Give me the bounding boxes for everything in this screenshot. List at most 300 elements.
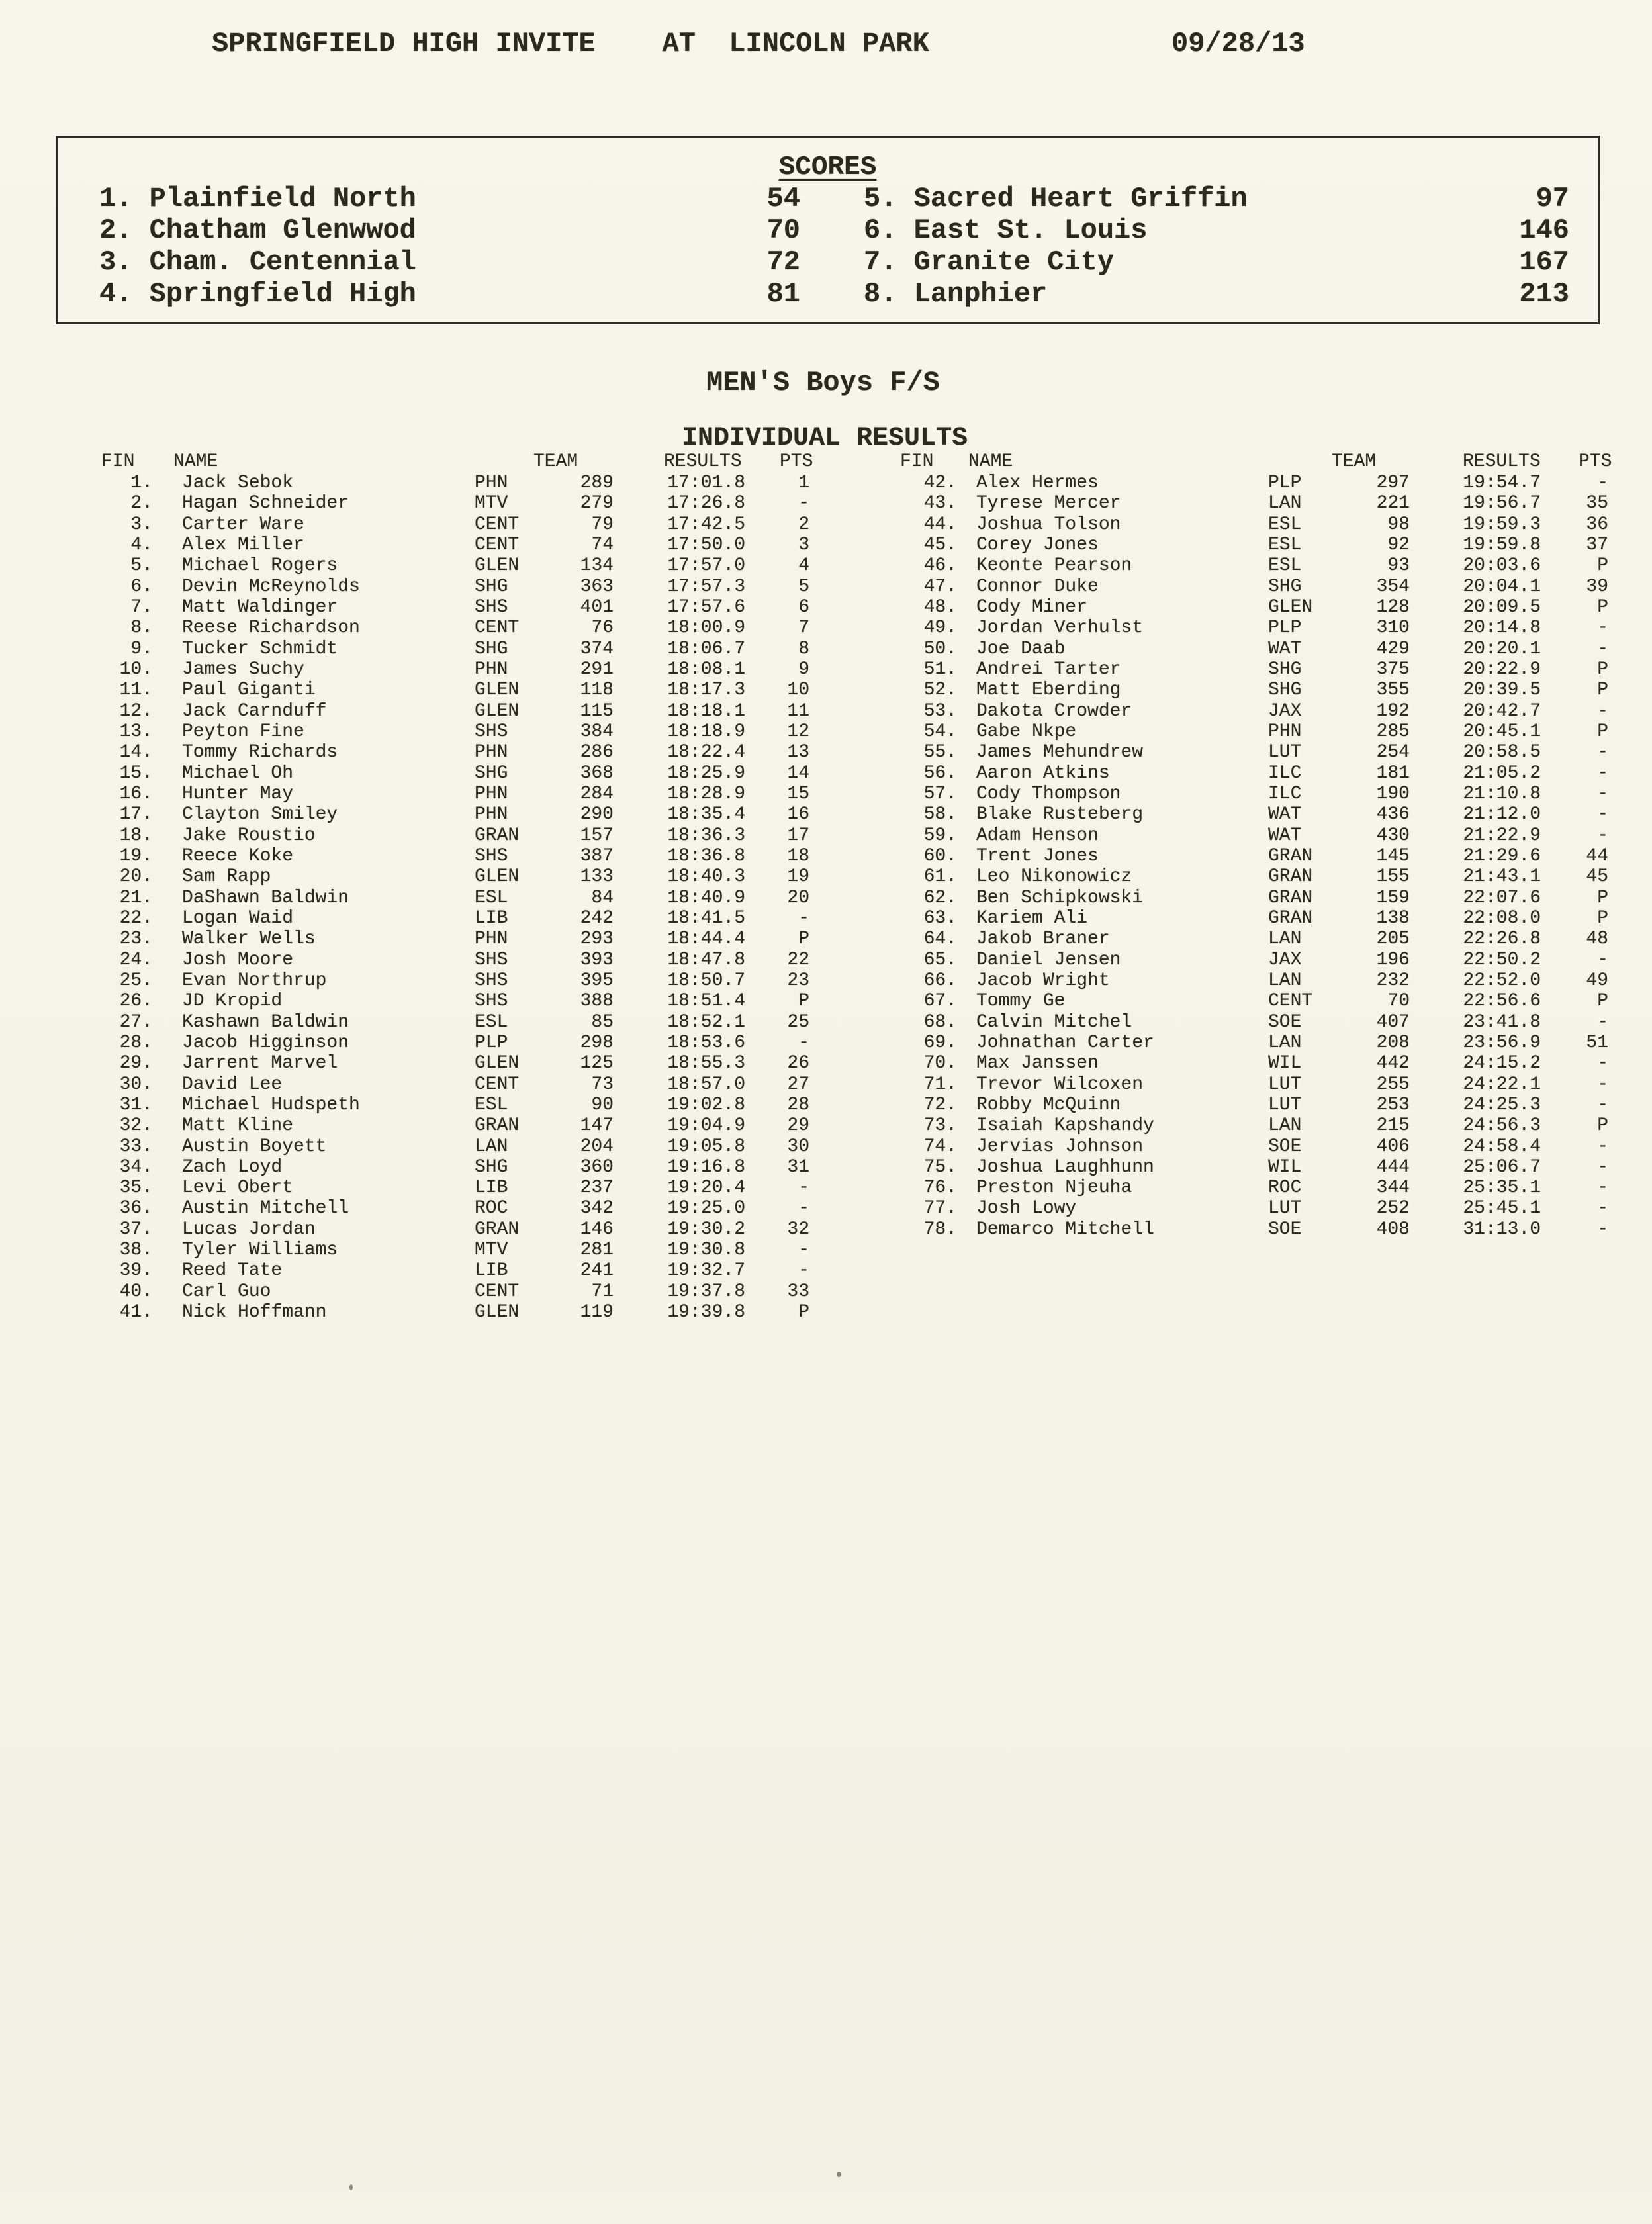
result-team-number: 74	[591, 534, 614, 555]
result-fin: 14.	[119, 742, 153, 763]
result-points: 13	[787, 742, 809, 763]
result-time: 19:30.2	[667, 1219, 745, 1240]
result-team-code: SHG	[1268, 576, 1302, 597]
result-fin: 48.	[923, 596, 957, 618]
result-team-number: 408	[1376, 1219, 1410, 1240]
result-team-number: 442	[1376, 1053, 1410, 1074]
result-fin: 8.	[130, 618, 153, 639]
result-fin: 54.	[923, 721, 957, 742]
result-row	[93, 597, 809, 618]
division-title: MEN'S Boys F/S	[706, 367, 940, 398]
result-time: 18:51.4	[667, 991, 745, 1012]
result-row	[93, 1033, 809, 1053]
result-runner-name: Tyler Williams	[182, 1240, 338, 1261]
result-runner-name: Aaron Atkins	[976, 763, 1110, 784]
result-fin: 33.	[119, 1136, 153, 1157]
result-team-number: 429	[1376, 638, 1410, 659]
result-time: 17:57.6	[667, 596, 745, 618]
result-time: 18:22.4	[667, 742, 745, 763]
result-fin: 64.	[923, 929, 957, 950]
result-fin: 3.	[130, 514, 153, 535]
result-team-number: 147	[580, 1115, 614, 1136]
result-points: 17	[787, 825, 809, 846]
team-score-value: 72	[766, 246, 800, 278]
result-points: -	[798, 1260, 809, 1281]
result-time: 22:08.0	[1463, 907, 1541, 929]
result-row	[897, 991, 1608, 1011]
result-points: 49	[1586, 970, 1608, 991]
result-fin: 75.	[923, 1156, 957, 1178]
result-time: 21:10.8	[1463, 783, 1541, 804]
result-time: 24:15.2	[1463, 1053, 1541, 1074]
result-fin: 9.	[130, 638, 153, 659]
result-runner-name: Jacob Wright	[976, 970, 1110, 991]
result-team-code: SHG	[1268, 680, 1302, 701]
result-points: P	[1597, 680, 1608, 701]
result-runner-name: Carl Guo	[182, 1281, 271, 1302]
result-time: 19:37.8	[667, 1281, 745, 1302]
result-fin: 19.	[119, 845, 153, 866]
result-points: 45	[1586, 866, 1608, 888]
result-points: P	[1597, 1115, 1608, 1136]
result-team-code: SHS	[475, 845, 508, 866]
result-points: 11	[787, 700, 809, 721]
result-row	[93, 680, 809, 700]
result-runner-name: Hunter May	[182, 783, 294, 804]
result-team-number: 393	[580, 949, 614, 970]
result-row	[897, 784, 1608, 804]
result-team-code: JAX	[1268, 700, 1302, 721]
result-team-code: MTV	[475, 1240, 508, 1261]
team-score-value: 70	[766, 214, 800, 246]
result-team-code: SHS	[475, 949, 508, 970]
result-fin: 61.	[923, 866, 957, 888]
result-row	[897, 514, 1608, 535]
result-fin: 35.	[119, 1178, 153, 1199]
result-runner-name: Tommy Ge	[976, 991, 1066, 1012]
result-points: -	[1597, 1053, 1608, 1074]
result-runner-name: Preston Njeuha	[976, 1178, 1132, 1199]
team-score-entry: 4. Springfield High	[99, 278, 416, 310]
result-team-code: ESL	[1268, 555, 1302, 577]
result-team-number: 436	[1376, 804, 1410, 825]
result-runner-name: Cody Miner	[976, 596, 1088, 618]
result-team-code: SHG	[475, 638, 508, 659]
column-header-name-left: NAME	[173, 451, 218, 472]
result-time: 18:57.0	[667, 1074, 745, 1095]
result-team-code: LIB	[475, 1260, 508, 1281]
result-runner-name: Jake Roustio	[182, 825, 316, 846]
result-fin: 44.	[923, 514, 957, 535]
result-row	[897, 577, 1608, 597]
result-row	[897, 659, 1608, 680]
result-row	[93, 846, 809, 866]
result-row	[897, 970, 1608, 991]
result-points: 48	[1586, 929, 1608, 950]
result-row	[93, 1012, 809, 1033]
result-fin: 13.	[119, 721, 153, 742]
result-time: 19:30.8	[667, 1240, 745, 1261]
result-row	[897, 535, 1608, 555]
scores-heading: SCORES	[778, 152, 877, 183]
result-points: 7	[798, 618, 809, 639]
result-runner-name: Gabe Nkpe	[976, 721, 1077, 742]
result-time: 20:42.7	[1463, 700, 1541, 721]
result-runner-name: Nick Hoffmann	[182, 1302, 327, 1323]
result-runner-name: Evan Northrup	[182, 970, 327, 991]
result-points: -	[1597, 1074, 1608, 1095]
result-team-code: SHG	[475, 576, 508, 597]
result-fin: 6.	[130, 576, 153, 597]
result-fin: 53.	[923, 700, 957, 721]
column-header-results-left: RESULTS	[664, 451, 742, 472]
result-runner-name: Zach Loyd	[182, 1156, 283, 1178]
result-row	[897, 1074, 1608, 1095]
column-header-team-right: TEAM	[1332, 451, 1377, 472]
result-team-number: 289	[580, 473, 614, 493]
result-row	[93, 804, 809, 825]
result-points: -	[798, 1198, 809, 1219]
team-score-entry: 5. Sacred Heart Griffin	[864, 183, 1248, 214]
result-points: -	[798, 1178, 809, 1199]
result-runner-name: Kashawn Baldwin	[182, 1011, 349, 1033]
result-runner-name: Hagan Schneider	[182, 493, 349, 514]
result-row	[93, 742, 809, 763]
result-row	[897, 742, 1608, 763]
result-runner-name: Calvin Mitchel	[976, 1011, 1132, 1033]
result-runner-name: Tyrese Mercer	[976, 493, 1121, 514]
result-row	[93, 1136, 809, 1157]
results-table-right	[897, 473, 1608, 1240]
result-time: 19:04.9	[667, 1115, 745, 1136]
result-team-number: 281	[580, 1240, 614, 1261]
result-team-code: PLP	[1268, 618, 1302, 639]
result-team-code: PLP	[1268, 473, 1302, 493]
result-row	[897, 908, 1608, 929]
result-team-number: 388	[580, 991, 614, 1012]
scan-speck	[837, 2172, 841, 2177]
column-header-results-right: RESULTS	[1463, 451, 1541, 472]
result-team-number: 84	[591, 887, 614, 908]
result-time: 20:45.1	[1463, 721, 1541, 742]
result-row	[897, 1033, 1608, 1053]
result-points: 19	[787, 866, 809, 888]
result-row	[897, 1115, 1608, 1136]
result-row	[897, 1095, 1608, 1115]
result-team-code: PHN	[475, 929, 508, 950]
result-fin: 26.	[119, 991, 153, 1012]
result-team-number: 115	[580, 700, 614, 721]
result-runner-name: Alex Hermes	[976, 473, 1099, 493]
result-runner-name: Peyton Fine	[182, 721, 304, 742]
result-team-number: 208	[1376, 1032, 1410, 1053]
result-fin: 43.	[923, 493, 957, 514]
result-runner-name: Adam Henson	[976, 825, 1099, 846]
result-runner-name: Josh Moore	[182, 949, 294, 970]
result-runner-name: Michael Hudspeth	[182, 1094, 360, 1115]
result-team-number: 430	[1376, 825, 1410, 846]
result-runner-name: Paul Giganti	[182, 680, 316, 701]
result-team-code: MTV	[475, 493, 508, 514]
result-row	[897, 680, 1608, 700]
result-runner-name: Tucker Schmidt	[182, 638, 338, 659]
result-points: 35	[1586, 493, 1608, 514]
team-score-entry: 7. Granite City	[864, 246, 1115, 278]
result-points: -	[1597, 1219, 1608, 1240]
result-team-code: LAN	[1268, 493, 1302, 514]
result-time: 18:00.9	[667, 618, 745, 639]
result-team-code: GLEN	[475, 866, 520, 888]
result-fin: 60.	[923, 845, 957, 866]
result-points: -	[1597, 618, 1608, 639]
result-points: -	[798, 907, 809, 929]
result-points: 12	[787, 721, 809, 742]
result-team-code: SHG	[1268, 659, 1302, 680]
team-score-row	[58, 246, 1598, 278]
result-fin: 36.	[119, 1198, 153, 1219]
result-row	[897, 1012, 1608, 1033]
result-time: 21:05.2	[1463, 763, 1541, 784]
result-time: 24:56.3	[1463, 1115, 1541, 1136]
result-fin: 15.	[119, 763, 153, 784]
result-row	[93, 1302, 809, 1322]
result-row	[93, 991, 809, 1011]
result-runner-name: Michael Oh	[182, 763, 294, 784]
team-score-row	[58, 214, 1598, 244]
result-team-code: LUT	[1268, 742, 1302, 763]
result-time: 17:57.0	[667, 555, 745, 577]
result-runner-name: Jack Sebok	[182, 473, 294, 493]
result-runner-name: Isaiah Kapshandy	[976, 1115, 1154, 1136]
result-team-number: 221	[1376, 493, 1410, 514]
result-points: 3	[798, 534, 809, 555]
result-team-number: 252	[1376, 1198, 1410, 1219]
column-header-pts-right: PTS	[1579, 451, 1612, 472]
result-points: 30	[787, 1136, 809, 1157]
result-team-number: 342	[580, 1198, 614, 1219]
result-team-number: 284	[580, 783, 614, 804]
result-row	[897, 493, 1608, 514]
result-row	[897, 1198, 1608, 1219]
result-points: 32	[787, 1219, 809, 1240]
result-team-code: WAT	[1268, 825, 1302, 846]
result-points: 4	[798, 555, 809, 577]
result-row	[93, 929, 809, 949]
result-time: 17:26.8	[667, 493, 745, 514]
result-points: P	[1597, 555, 1608, 577]
result-team-number: 401	[580, 596, 614, 618]
result-team-code: LAN	[1268, 970, 1302, 991]
result-points: -	[1597, 638, 1608, 659]
result-time: 18:06.7	[667, 638, 745, 659]
result-team-code: SHG	[475, 763, 508, 784]
result-row	[93, 1198, 809, 1219]
result-fin: 21.	[119, 887, 153, 908]
result-fin: 72.	[923, 1094, 957, 1115]
result-time: 24:25.3	[1463, 1094, 1541, 1115]
result-runner-name: Michael Rogers	[182, 555, 338, 577]
result-time: 18:41.5	[667, 907, 745, 929]
result-team-number: 374	[580, 638, 614, 659]
result-row	[93, 535, 809, 555]
result-team-number: 79	[591, 514, 614, 535]
result-runner-name: Demarco Mitchell	[976, 1219, 1154, 1240]
result-runner-name: Jordan Verhulst	[976, 618, 1144, 639]
team-score-value: 167	[1519, 246, 1569, 278]
result-team-number: 98	[1387, 514, 1410, 535]
result-runner-name: Jervias Johnson	[976, 1136, 1144, 1157]
column-header-team-left: TEAM	[533, 451, 578, 472]
result-team-code: LIB	[475, 1178, 508, 1199]
result-fin: 23.	[119, 929, 153, 950]
result-fin: 39.	[119, 1260, 153, 1281]
result-team-code: GRAN	[475, 825, 520, 846]
result-row	[93, 1219, 809, 1240]
result-team-number: 204	[580, 1136, 614, 1157]
result-fin: 24.	[119, 949, 153, 970]
result-team-code: CENT	[475, 618, 520, 639]
result-time: 24:58.4	[1463, 1136, 1541, 1157]
result-fin: 58.	[923, 804, 957, 825]
result-row	[93, 514, 809, 535]
result-row	[93, 555, 809, 576]
team-score-value: 146	[1519, 214, 1569, 246]
result-runner-name: Blake Rusteberg	[976, 804, 1144, 825]
individual-results-heading: INDIVIDUAL RESULTS	[682, 424, 968, 453]
result-points: 16	[787, 804, 809, 825]
result-team-number: 444	[1376, 1156, 1410, 1178]
result-fin: 59.	[923, 825, 957, 846]
result-fin: 18.	[119, 825, 153, 846]
result-runner-name: Reece Koke	[182, 845, 294, 866]
result-row	[897, 804, 1608, 825]
result-points: 14	[787, 763, 809, 784]
result-points: 6	[798, 596, 809, 618]
result-fin: 49.	[923, 618, 957, 639]
result-team-code: WIL	[1268, 1053, 1302, 1074]
result-row	[897, 1053, 1608, 1074]
result-row	[93, 825, 809, 846]
result-points: -	[1597, 742, 1608, 763]
result-points: 22	[787, 949, 809, 970]
result-team-number: 237	[580, 1178, 614, 1199]
result-team-code: JAX	[1268, 949, 1302, 970]
result-team-code: ESL	[1268, 514, 1302, 535]
result-fin: 34.	[119, 1156, 153, 1178]
result-team-number: 90	[591, 1094, 614, 1115]
result-points: -	[1597, 1011, 1608, 1033]
result-runner-name: Leo Nikonowicz	[976, 866, 1132, 888]
result-row	[897, 473, 1608, 493]
result-team-code: LUT	[1268, 1198, 1302, 1219]
result-time: 18:36.3	[667, 825, 745, 846]
result-team-code: PHN	[475, 742, 508, 763]
result-fin: 2.	[130, 493, 153, 514]
result-fin: 1.	[130, 473, 153, 493]
result-time: 18:53.6	[667, 1032, 745, 1053]
result-fin: 42.	[923, 473, 957, 493]
result-points: -	[798, 493, 809, 514]
result-row	[93, 721, 809, 742]
result-fin: 22.	[119, 907, 153, 929]
result-team-code: SOE	[1268, 1219, 1302, 1240]
result-team-code: GLEN	[475, 1302, 520, 1323]
result-points: -	[1597, 1136, 1608, 1157]
result-time: 18:47.8	[667, 949, 745, 970]
result-row	[93, 1157, 809, 1178]
team-score-entry: 2. Chatham Glenwwod	[99, 214, 416, 246]
result-team-number: 395	[580, 970, 614, 991]
result-team-code: CENT	[475, 1074, 520, 1095]
result-team-number: 71	[591, 1281, 614, 1302]
result-team-code: GRAN	[1268, 845, 1313, 866]
result-team-code: PHN	[475, 473, 508, 493]
result-team-code: ESL	[475, 887, 508, 908]
result-time: 18:50.7	[667, 970, 745, 991]
result-fin: 4.	[130, 534, 153, 555]
result-fin: 55.	[923, 742, 957, 763]
result-fin: 28.	[119, 1032, 153, 1053]
result-team-number: 118	[580, 680, 614, 701]
team-score-entry: 6. East St. Louis	[864, 214, 1148, 246]
result-points: P	[1597, 596, 1608, 618]
result-fin: 46.	[923, 555, 957, 577]
result-team-number: 232	[1376, 970, 1410, 991]
result-time: 20:22.9	[1463, 659, 1541, 680]
result-points: P	[798, 929, 809, 950]
team-scores-box	[56, 136, 1600, 324]
result-fin: 29.	[119, 1053, 153, 1074]
result-team-code: ILC	[1268, 783, 1302, 804]
result-runner-name: Sam Rapp	[182, 866, 271, 888]
result-fin: 63.	[923, 907, 957, 929]
result-runner-name: Reese Richardson	[182, 618, 360, 639]
result-fin: 20.	[119, 866, 153, 888]
result-points: -	[1597, 783, 1608, 804]
result-fin: 74.	[923, 1136, 957, 1157]
column-header-fin-left: FIN	[101, 451, 135, 472]
result-points: 20	[787, 887, 809, 908]
result-fin: 32.	[119, 1115, 153, 1136]
result-team-number: 196	[1376, 949, 1410, 970]
result-time: 19:59.3	[1463, 514, 1541, 535]
result-row	[897, 1219, 1608, 1240]
result-row	[897, 618, 1608, 638]
result-team-number: 128	[1376, 596, 1410, 618]
result-time: 19:32.7	[667, 1260, 745, 1281]
result-runner-name: Logan Waid	[182, 907, 294, 929]
result-time: 24:22.1	[1463, 1074, 1541, 1095]
results-table-left	[93, 473, 809, 1322]
result-runner-name: James Mehundrew	[976, 742, 1144, 763]
result-team-number: 360	[580, 1156, 614, 1178]
result-row	[897, 929, 1608, 949]
team-score-entry: 8. Lanphier	[864, 278, 1048, 310]
result-time: 20:04.1	[1463, 576, 1541, 597]
result-row	[93, 577, 809, 597]
result-team-number: 242	[580, 907, 614, 929]
result-time: 18:25.9	[667, 763, 745, 784]
result-fin: 25.	[119, 970, 153, 991]
result-team-code: ESL	[1268, 534, 1302, 555]
result-points: 10	[787, 680, 809, 701]
result-points: 28	[787, 1094, 809, 1115]
result-time: 18:40.9	[667, 887, 745, 908]
result-points: -	[1597, 825, 1608, 846]
result-time: 17:57.3	[667, 576, 745, 597]
result-time: 22:50.2	[1463, 949, 1541, 970]
result-points: 9	[798, 659, 809, 680]
